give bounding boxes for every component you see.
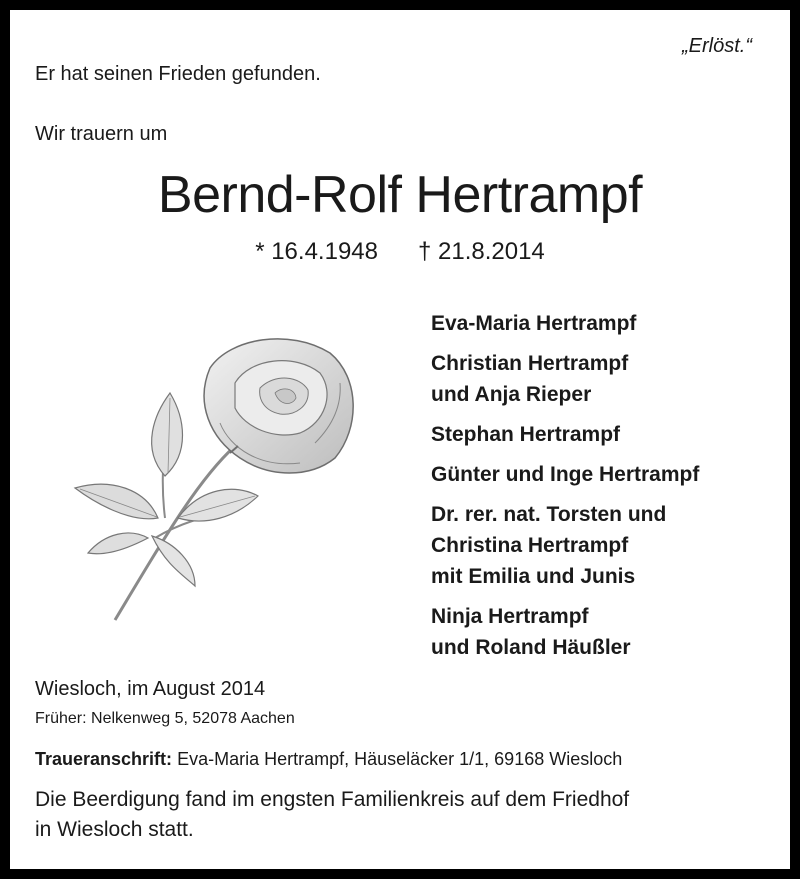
mourner-line: Christian Hertrampf xyxy=(431,352,629,375)
opening-line: Er hat seinen Frieden gefunden. xyxy=(35,63,321,85)
mourner-group xyxy=(431,601,699,663)
address-value: Eva-Maria Hertrampf, Häuseläcker 1/1, 69168 Wiesloch xyxy=(177,749,623,769)
mourner-line: Ninja Hertrampf xyxy=(431,605,589,628)
rose-illustration-icon xyxy=(60,328,360,628)
mourner-line: mit Emilia und Junis xyxy=(431,565,636,588)
funeral-line: Die Beerdigung fand im engsten Familienkreis auf dem Friedhof xyxy=(35,788,630,811)
mourner-group xyxy=(431,308,699,339)
mourner-group xyxy=(431,348,699,410)
funeral-line: in Wiesloch statt. xyxy=(35,818,194,841)
mourner-line: Stephan Hertrampf xyxy=(431,423,621,446)
mourning-address xyxy=(35,749,622,770)
place-date: Wiesloch, im August 2014 xyxy=(35,678,266,700)
life-dates xyxy=(10,238,790,266)
mourner-line: Dr. rer. nat. Torsten und xyxy=(431,503,667,526)
funeral-note xyxy=(35,785,775,845)
mourner-line: und Roland Häußler xyxy=(431,636,631,659)
mourner-line: Günter und Inge Hertrampf xyxy=(431,463,700,486)
death-date: † 21.8.2014 xyxy=(417,238,545,265)
mourner-line: und Anja Rieper xyxy=(431,383,592,406)
mourner-line: Christina Hertrampf xyxy=(431,534,629,557)
obituary-notice xyxy=(10,10,790,869)
mourning-line: Wir trauern um xyxy=(35,123,168,145)
mourner-group xyxy=(431,459,699,490)
mourner-group xyxy=(431,419,699,450)
deceased-name: Bernd-Rolf Hertrampf xyxy=(157,166,643,224)
mourners-list xyxy=(431,308,699,672)
mourner-line: Eva-Maria Hertrampf xyxy=(431,312,637,335)
address-label: Traueranschrift: xyxy=(35,749,173,769)
birth-date: * 16.4.1948 xyxy=(255,238,378,265)
former-address: Früher: Nelkenweg 5, 52078 Aachen xyxy=(35,710,295,727)
mourner-group xyxy=(431,499,699,592)
quote: „Erlöst.“ xyxy=(682,35,752,57)
